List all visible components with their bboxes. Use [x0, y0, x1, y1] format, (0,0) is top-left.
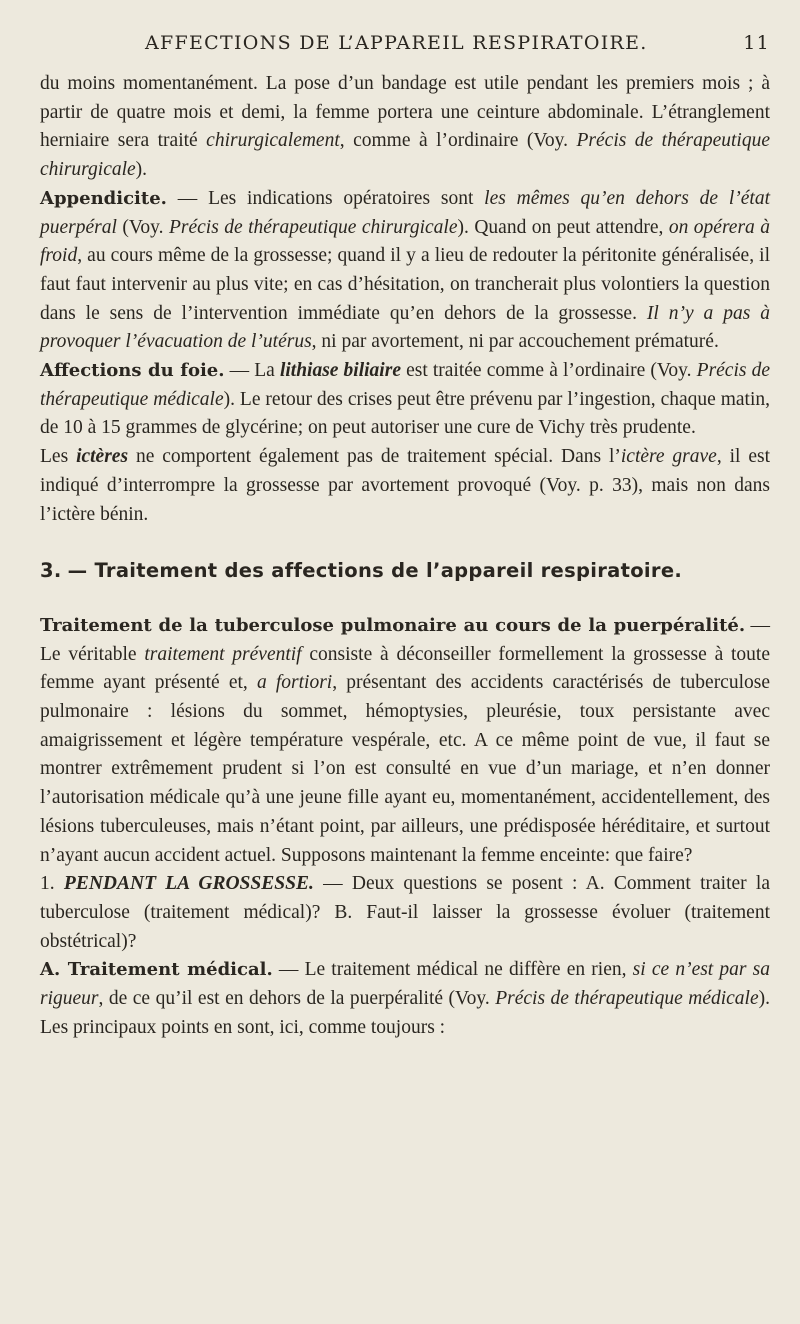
heading-appendicite: Appendicite. — [40, 187, 167, 209]
page-body — [40, 70, 770, 1043]
paragraph-foie: Affections du foie. — La lithiase biliaire est traitée comme à l’ordinaire (Voy. Précis de thérapeutique médicale). Le retour des crises peut être prévenu par l’ingestion, chaque matin, de 10 à 15 grammes de glycérine; on peut autoriser une cure de Vichy très prudente. — [40, 360, 770, 439]
running-header — [40, 30, 770, 70]
paragraph-icteres: Les ictères ne comportent également pas de traitement spécial. Dans l’ictère grave, il est indiqué d’interrompre la grossesse par avortement provoqué (Voy. p. 33), mais non dans l’ictère bénin. — [40, 446, 771, 525]
running-title: AFFECTIONS DE L’APPAREIL RESPIRATOIRE. — [145, 32, 648, 54]
heading-pendant-grossesse: PENDANT LA GROSSESSE. — [63, 873, 314, 895]
section-heading: 3. — Traitement des affections de l’appareil respiratoire. — [40, 559, 683, 583]
heading-affections-foie: Affections du foie. — [40, 360, 225, 382]
paragraph-bandage: du moins momentanément. La pose d’un bandage est utile pendant les premiers mois ; à partir de quatre mois et demi, la femme portera une ceinture abdominale. L’étranglement herniaire sera traité chirurgicalement, comme à l’ordinaire (Voy. Précis de thérapeutique chirurgicale). — [40, 73, 770, 181]
heading-traitement-medical: A. Traitement médical. — [40, 959, 273, 981]
page-number: 11 — [743, 32, 770, 54]
paragraph-traitement-medical: A. Traitement médical. — Le traitement médical ne diffère en rien, si ce n’est par sa rigueur, de ce qu’il est en dehors de la puerpéralité (Voy. Précis de thérapeutique médicale). Les principaux points en sont, ici, comme toujours : — [40, 959, 770, 1038]
heading-tuberculose: Traitement de la tuberculose pulmonaire au cours de la puerpéralité. — [40, 614, 746, 636]
book-page — [40, 30, 770, 1043]
paragraph-tuberculose: Traitement de la tuberculose pulmonaire au cours de la puerpéralité. — Le véritable traitement préventif consiste à déconseiller formellement la grossesse à toute femme ayant présenté et, a fortiori, présentant des accidents caractérisés de tuberculose pulmonaire : lésions du sommet, hémoptysies, pleurésie, toux persistante avec amaigrissement et légère température vespérale, etc. A ce même point de vue, il faut se montrer extrêmement prudent si l’on est consulté en vue d’un mariage, et n’en donner l’autorisation médicale qu’à une jeune fille ayant eu, momentanément, accidentellement, des lésions tuberculeuses, mais n’étant point, par ailleurs, une prédisposée héréditaire, et surtout n’ayant aucun accident actuel. Supposons maintenant la femme enceinte: que faire? — [40, 614, 771, 866]
paragraph-appendicite: Appendicite. — Les indications opératoires sont les mêmes qu’en dehors de l’état puerpéral (Voy. Précis de thérapeutique chirurgicale). Quand on peut attendre, on opérera à froid, au cours même de la grossesse; quand il y a lieu de redouter la péritonite généralisée, il faut faut intervenir au plus vite; en cas d’hésitation, on trancherait plus volontiers la question dans le sens de l’intervention immédiate qu’en dehors de la grossesse. Il n’y a pas à provoquer l’évacuation de l’utérus, ni par avortement, ni par accouchement prématuré. — [40, 187, 770, 353]
paragraph-pendant-grossesse: 1. PENDANT LA GROSSESSE. — Deux questions se posent : A. Comment traiter la tuberculose (traitement médical)? B. Faut-il laisser la grossesse évoluer (traitement obstétrical)? — [40, 873, 770, 952]
